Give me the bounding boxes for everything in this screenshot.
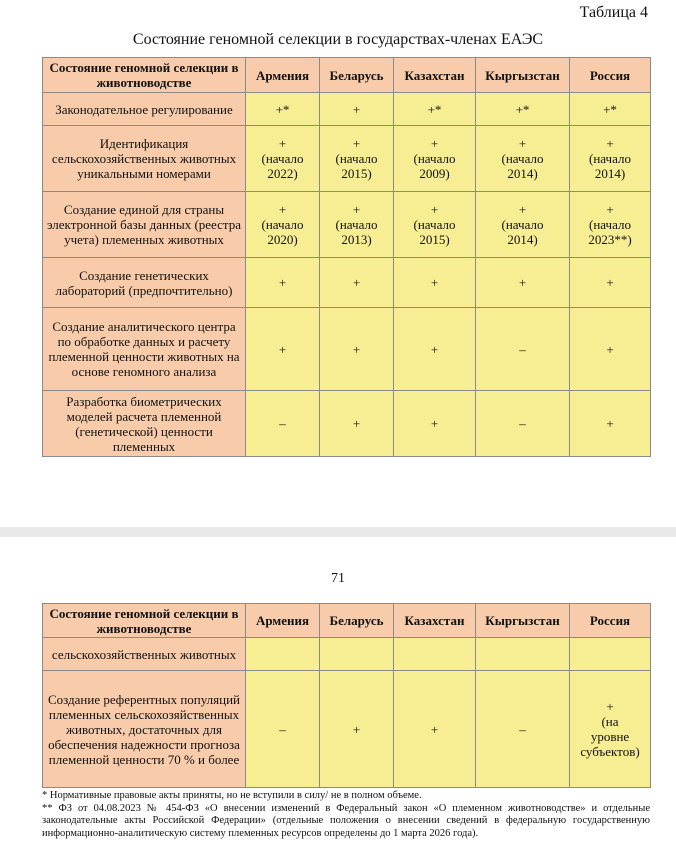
value-cell [570,192,651,258]
cell-value-line: – [519,416,526,431]
value-cell [394,638,476,671]
table-caption: Таблица 4 [579,4,648,21]
footnotes [42,790,650,840]
header-criteria: Состояние геномной селекции в животноводстве [43,58,246,93]
cell-value-line: (начало [413,217,456,232]
cell-value-line: 2015) [419,232,450,247]
header-country: Казахстан [394,604,476,638]
table-row [43,391,651,457]
table-header-row [43,58,651,93]
cell-value-line: субъектов) [580,744,640,759]
cell-value-line: – [519,341,526,357]
cell-value-line: +* [515,101,530,117]
value-cell [476,258,570,308]
value-cell [476,391,570,457]
cell-value-line: + [606,202,614,217]
header-country: Россия [570,604,651,638]
value-cell [320,258,394,308]
value-cell [570,258,651,308]
cell-value-line: +* [603,101,617,117]
value-cell [320,93,394,126]
value-cell [570,638,651,671]
value-cell [570,308,651,391]
cell-value-line: (начало [261,217,304,232]
value-cell [570,671,651,788]
cell-value-line: + [606,416,614,431]
cell-value-line: (начало [335,217,378,232]
cell-value-line: + [278,341,287,357]
cell-value-line: + [518,275,527,290]
value-cell [570,391,651,457]
cell-value-line: + [606,341,614,357]
cell-value-line: 2014) [507,166,538,181]
value-cell [246,638,320,671]
value-cell [476,192,570,258]
row-label: Создание единой для страны электронной базы данных (реестра учета) племенных животных [43,192,246,258]
value-cell [246,308,320,391]
value-cell [320,126,394,192]
row-label: Законодательное регулирование [43,93,246,126]
cell-value-line: +* [427,101,442,117]
value-cell [570,126,651,192]
genomic-selection-table-continued [42,603,651,788]
table-row [43,308,651,391]
cell-value-line: (начало [501,151,544,166]
value-cell [570,93,651,126]
value-cell [394,93,476,126]
cell-value-line: + [430,721,439,737]
row-label: Создание генетических лабораторий (предпочтительно) [43,258,246,308]
row-label: Идентификация сельскохозяйственных животных уникальными номерами [43,126,246,192]
cell-value-line: 2014) [507,232,538,247]
header-country: Россия [570,58,651,93]
value-cell [320,671,394,788]
cell-value-line: 2014) [594,166,626,181]
table-row [43,638,651,671]
header-country: Беларусь [320,604,394,638]
table-row [43,192,651,258]
row-label: Разработка биометрических моделей расчета племенной (генетической) ценности племенных [43,391,246,457]
value-cell [394,192,476,258]
cell-value-line: + [430,275,439,290]
header-country: Казахстан [394,58,476,93]
cell-value-line: + [278,275,287,290]
page-separator [0,527,676,537]
page-bottom [0,537,676,857]
cell-value-line: + [606,275,614,290]
cell-value-line: – [519,721,526,737]
footnote-1: * Нормативные правовые акты приняты, но не вступили в силу/ не в полном объеме. [42,790,422,801]
footnote-2: ** ФЗ от 04.08.2023 № 454-ФЗ «О внесении изменений в Федеральный закон «О племенном животноводстве» и отдельные законодательные акты Российской Федерации» (отдельные положения о внесении сведений в федеральную государственную информационно-аналитическую систему племенных ресурсов определены до 1 марта 2026 года). [42,802,650,839]
cell-value-line: + [352,101,361,117]
value-cell [394,258,476,308]
value-cell [246,671,320,788]
value-cell [320,391,394,457]
cell-value-line: 2009) [419,166,450,181]
value-cell [246,258,320,308]
cell-value-line: (начало [413,151,456,166]
cell-value-line: (начало [589,151,631,166]
genomic-selection-table [42,57,651,457]
cell-value-line: уровне [590,729,630,744]
value-cell [476,638,570,671]
row-label: Создание референтных популяций племенных сельскохозяйственных животных, достаточных для обеспечения надежности прогноза племенной ценности 70 % и более [43,671,246,788]
page-number: 71 [331,571,345,586]
value-cell [246,93,320,126]
table-header-row [43,604,651,638]
cell-value-line: + [352,721,361,737]
value-cell [394,308,476,391]
cell-value-line: + [278,202,287,217]
cell-value-line: + [430,341,439,357]
value-cell [476,93,570,126]
value-cell [394,671,476,788]
header-criteria: Состояние геномной селекции в животноводстве [43,604,246,638]
value-cell [476,126,570,192]
cell-value-line: (начало [261,151,304,166]
cell-value-line: 2020) [267,232,298,247]
value-cell [246,192,320,258]
cell-value-line: 2022) [267,166,298,181]
value-cell [246,391,320,457]
cell-value-line: + [430,202,439,217]
cell-value-line: – [279,416,286,431]
cell-value-line: + [352,202,361,217]
cell-value-line: (на [601,714,619,729]
cell-value-line: 2015) [341,166,372,181]
cell-value-line: – [279,721,286,737]
cell-value-line: (начало [501,217,544,232]
row-label: Создание аналитического центра по обработке данных и расчету племенной ценности животных на основе геномного анализа [43,308,246,391]
cell-value-line: + [352,341,361,357]
cell-value-line: + [430,416,439,431]
cell-value-line: + [518,136,527,151]
cell-value-line: (начало [335,151,378,166]
cell-value-line: (начало [589,217,631,232]
header-country: Армения [246,604,320,638]
cell-value-line: +* [275,101,290,117]
value-cell [320,192,394,258]
cell-value-line: 2023**) [588,232,632,247]
cell-value-line: + [518,202,527,217]
value-cell [320,308,394,391]
value-cell [476,308,570,391]
cell-value-line: + [352,136,361,151]
value-cell [394,391,476,457]
value-cell [476,671,570,788]
cell-value-line: + [606,699,614,714]
value-cell [320,638,394,671]
value-cell [394,126,476,192]
value-cell [246,126,320,192]
page-title: Состояние геномной селекции в государствах-членах ЕАЭС [132,31,544,48]
header-country: Кыргызстан [476,58,570,93]
cell-value-line: + [352,275,361,290]
cell-value-line: 2013) [341,232,372,247]
row-label: сельскохозяйственных животных [43,638,246,671]
header-country: Кыргызстан [476,604,570,638]
header-country: Армения [246,58,320,93]
cell-value-line: + [606,136,614,151]
cell-value-line: + [352,416,361,431]
table-row [43,258,651,308]
table-row [43,671,651,788]
header-country: Беларусь [320,58,394,93]
cell-value-line: + [430,136,439,151]
table-row [43,93,651,126]
cell-value-line: + [278,136,287,151]
table-row [43,126,651,192]
